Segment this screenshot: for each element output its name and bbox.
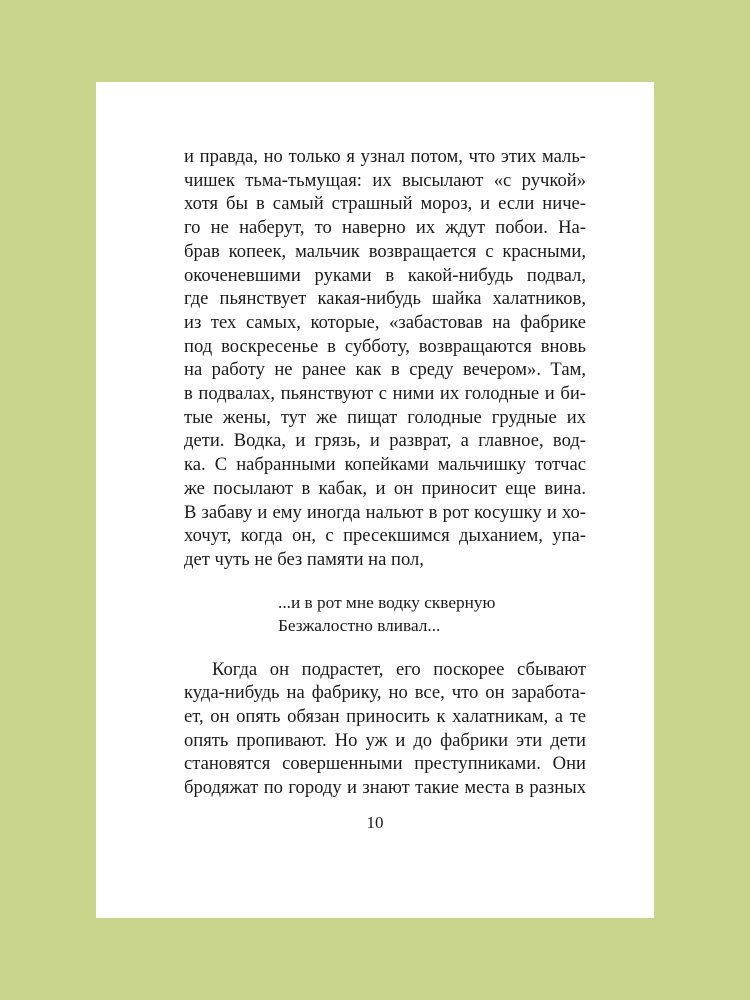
text-line: ка. С набранными копейками мальчишку тотчас bbox=[184, 454, 586, 476]
page-number: 10 bbox=[366, 813, 384, 832]
paragraph-2 bbox=[184, 658, 586, 800]
text-line: и правда, но только я узнал потом, что этих маль- bbox=[184, 146, 586, 167]
text-line: го не наберут, то наверно их ждут побои. На- bbox=[184, 217, 586, 239]
text-line: хочут, когда он, с пресекшимся дыханием, упа- bbox=[184, 525, 586, 547]
text-line: опять пропивают. Но уж и до фабрики эти дети bbox=[184, 729, 586, 751]
paragraph-1 bbox=[184, 145, 586, 572]
text-line: В забаву и ему иногда нальют в рот косушку и хо- bbox=[184, 501, 586, 523]
text-line: в подвалах, пьянствуют с ними их голодные и би- bbox=[184, 383, 586, 405]
verse-line: Безжалостно вливал... bbox=[278, 616, 441, 636]
body-text bbox=[184, 145, 586, 800]
verse-quote bbox=[184, 591, 586, 638]
verse-line: ...и в рот мне водку скверную bbox=[278, 592, 496, 612]
text-line: на работу не ранее как в среду вечером». Там, bbox=[184, 359, 586, 381]
text-line: под воскресенье в субботу, возвращаются вновь bbox=[184, 335, 586, 357]
text-line: из тех самых, которые, «забастовав на фабрике bbox=[184, 311, 586, 333]
text-line: хотя бы в самый страшный мороз, и если ниче- bbox=[184, 193, 586, 215]
text-line: куда-нибудь на фабрику, но все, что он заработа- bbox=[184, 682, 586, 704]
text-line: Когда он подрастет, его поскорее сбывают bbox=[212, 658, 586, 680]
text-line: дети. Водка, и грязь, и разврат, а главное, вод- bbox=[184, 430, 586, 452]
text-line: ет, он опять обязан приносить к халатникам, а те bbox=[184, 706, 586, 728]
text-line: бродяжат по городу и знают такие места в разных bbox=[184, 777, 586, 799]
text-line: становятся совершенными преступниками. Они bbox=[184, 753, 586, 775]
text-line: дет чуть не без памяти на пол, bbox=[184, 548, 424, 570]
book-page bbox=[96, 82, 654, 918]
text-line: брав копеек, мальчик возвращается с красными, bbox=[184, 240, 586, 262]
text-line: окоченевшими руками в какой-нибудь подвал, bbox=[184, 264, 586, 286]
text-line: же посылают в кабак, и он приносит еще вина. bbox=[184, 477, 586, 499]
text-line: где пьянствует какая-нибудь шайка халатников, bbox=[184, 288, 586, 310]
text-line: тые жены, тут же пищат голодные грудные их bbox=[184, 406, 586, 428]
text-line: чишек тьма-тьмущая: их высылают «с ручкой» bbox=[184, 169, 586, 191]
